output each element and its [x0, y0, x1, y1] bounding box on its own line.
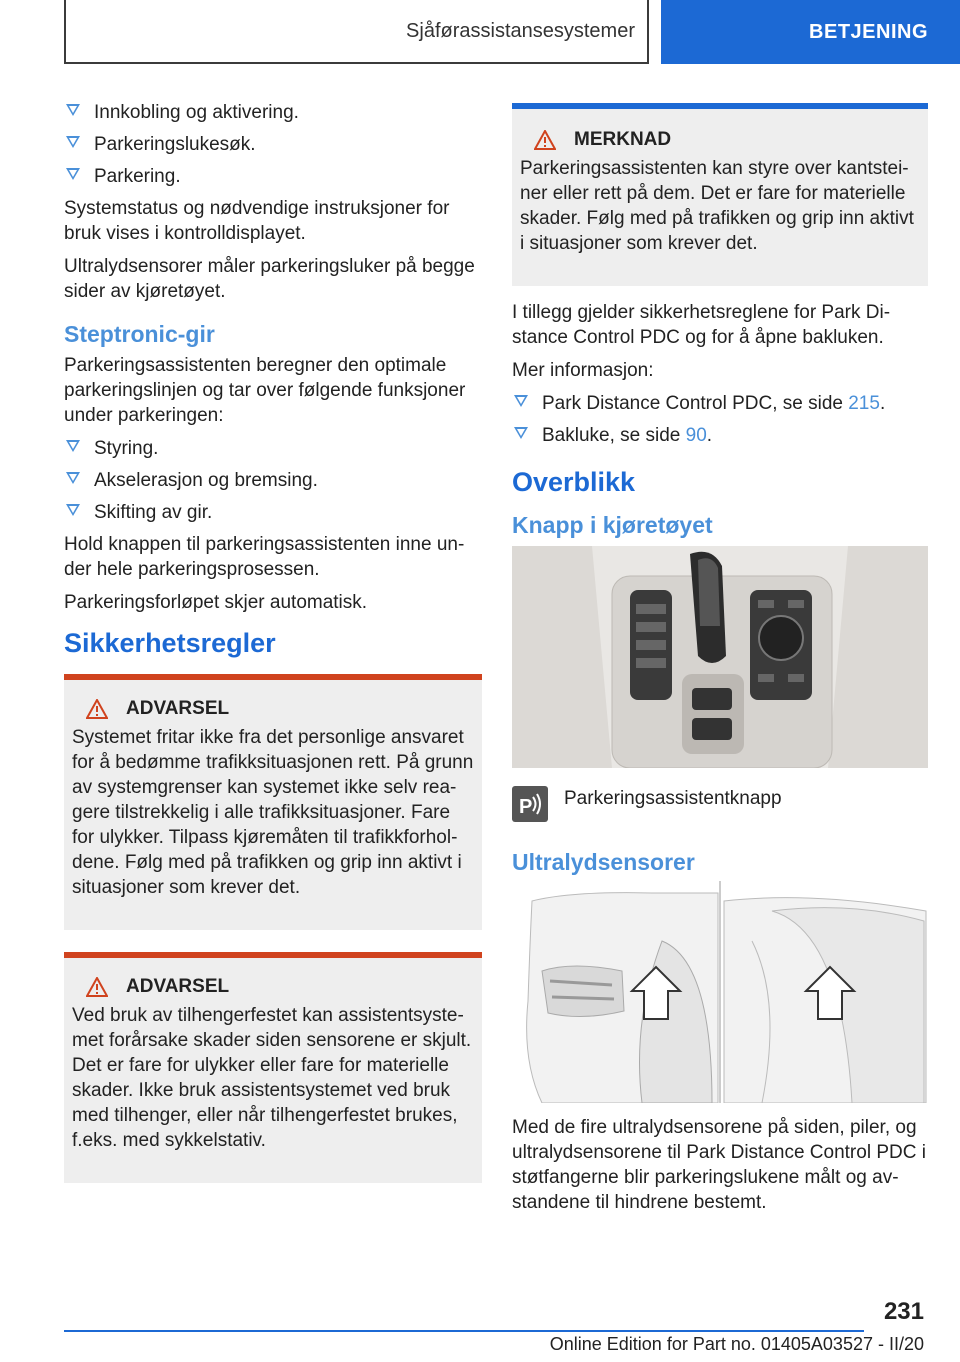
note-text: Parkeringsassistenten kan styre over kantsteiner eller rett på dem. Det er fare for materielle skader. Følg med på trafikken og grip inn aktivt i situasjoner som krever det. — [520, 158, 914, 254]
paragraph: Parkeringsforløpet skjer automatisk. — [64, 592, 368, 613]
triangle-bullet-icon — [66, 504, 80, 516]
triangle-bullet-icon — [66, 472, 80, 484]
sensors-illustration — [512, 881, 928, 1103]
list-item: Parkering. — [64, 164, 482, 189]
warning-icon — [86, 977, 108, 997]
steptronic-heading: Steptronic-gir — [64, 321, 215, 347]
warning-text: Systemet fritar ikke fra det personlige ansvaret for å bedømme trafikksituasjonen rett. På grunn av systemgrenser kan systemet ikke selv reagere tilstrekkelig i alle trafikksituasjoner. Fare for ulykker. Tilpass kjøremåten til trafikkforholdene. Følg med på trafikken og grip inn aktivt i situasjoner som krever det. — [72, 727, 474, 898]
note-box — [512, 103, 928, 286]
button-caption: Parkeringsassistentknapp — [564, 788, 782, 809]
paragraph: Ultralydsensorer måler parkeringsluker på begge sider av kjøretøyet. — [64, 256, 475, 302]
function-list — [64, 436, 482, 525]
center-console-illustration — [512, 546, 928, 768]
paragraph: Med de fire ultralydsensorene på siden, piler, og ultralydsensorene til Park Distance Control PDC i støtfangerne blir parkeringslukene målt og avstandene til hindrene bestemt. — [512, 1117, 926, 1213]
warning-text: Ved bruk av tilhengerfestet kan assistentsystemet forårsake skader siden sensorene er skjult. Det er fare for ulykker eller fare for materielle skader. Ikke bruk assistentsystemet ved bruk med tilhenger, eller når tilhengerfestet brukes, f.eks. med sykkelstativ. — [72, 1005, 472, 1151]
warning-box — [64, 674, 482, 930]
button-heading: Knapp i kjøretøyet — [512, 512, 713, 538]
sensors-heading: Ultralydsensorer — [512, 849, 695, 875]
triangle-bullet-icon — [66, 104, 80, 116]
safety-heading: Sikkerhetsregler — [64, 628, 276, 658]
note-title: MERKNAD — [574, 129, 672, 150]
triangle-bullet-icon — [66, 136, 80, 148]
list-item: Innkobling og aktivering. — [64, 100, 482, 125]
page-link[interactable]: 90 — [685, 425, 707, 446]
list-item: Styring. — [64, 436, 482, 461]
paragraph: Parkeringsassistenten beregner den optimale parkeringslinjen og tar over følgende funksjoner under parkeringen: — [64, 355, 466, 426]
svg-text:P: P — [519, 796, 533, 818]
paragraph: Systemstatus og nødvendige instruksjoner for bruk vises i kontrolldisplayet. — [64, 198, 450, 244]
console-photo — [512, 546, 928, 768]
notice-icon — [534, 130, 556, 150]
header-section-box — [64, 0, 649, 64]
list-item: Bakluke, se side 90. — [512, 423, 928, 448]
warning-icon — [86, 699, 108, 719]
list-item: Parkeringslukesøk. — [64, 132, 482, 157]
page-link[interactable]: 215 — [848, 393, 880, 414]
warning-title: ADVARSEL — [126, 976, 230, 997]
left-column — [64, 100, 482, 1205]
triangle-bullet-icon — [514, 427, 528, 439]
warning-title: ADVARSEL — [126, 698, 230, 719]
page-number: 231 — [883, 1298, 924, 1325]
parking-assistant-icon — [512, 786, 548, 822]
header-chapter-title: BETJENING — [809, 20, 928, 43]
reference-list — [512, 391, 928, 448]
list-item: Akselerasjon og bremsing. — [64, 468, 482, 493]
button-caption-row — [512, 786, 928, 822]
triangle-bullet-icon — [66, 168, 80, 180]
header-section-title: Sjåførassistansesystemer — [406, 19, 635, 42]
warning-box — [64, 952, 482, 1183]
list-item: Park Distance Control PDC, se side 215. — [512, 391, 928, 416]
triangle-bullet-icon — [66, 440, 80, 452]
feature-list — [64, 100, 482, 189]
footer-divider — [64, 1330, 864, 1332]
triangle-bullet-icon — [514, 395, 528, 407]
list-item: Skifting av gir. — [64, 500, 482, 525]
header-chapter-tab[interactable] — [661, 0, 960, 64]
paragraph: I tillegg gjelder sikkerhetsreglene for Park Distance Control PDC og for å åpne bakluken. — [512, 302, 891, 348]
paragraph: Hold knappen til parkeringsassistenten inne under hele parkeringsprosessen. — [64, 534, 465, 580]
paragraph: Mer informasjon: — [512, 360, 654, 381]
footer-edition: Online Edition for Part no. 01405A03527 - II/20 — [549, 1334, 924, 1354]
overview-heading: Overblikk — [512, 467, 636, 497]
right-column — [512, 103, 928, 1223]
